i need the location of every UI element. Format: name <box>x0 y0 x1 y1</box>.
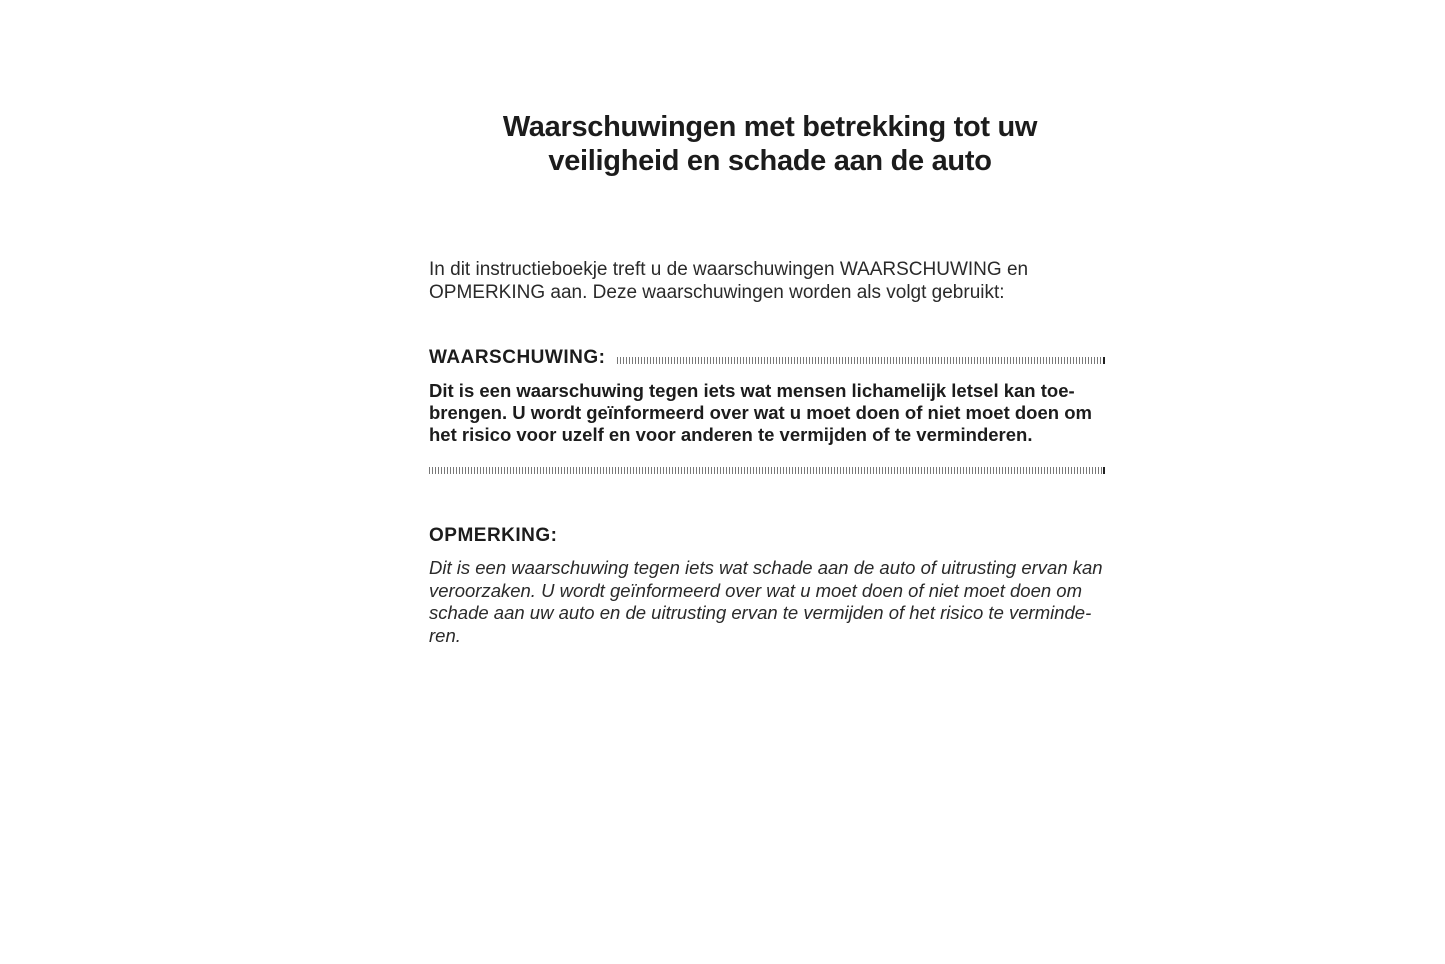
warning-top-divider <box>617 357 1103 364</box>
intro-paragraph <box>429 258 1129 304</box>
note-heading: OPMERKING: <box>429 525 558 546</box>
warning-heading-row <box>429 346 1109 370</box>
warning-top-divider-end <box>1103 357 1105 364</box>
warning-bottom-divider-end <box>1103 467 1105 474</box>
warning-line-2: brengen. U wordt geïnformeerd over wat u moet doen of niet moet doen om <box>429 402 1092 423</box>
warning-bottom-divider <box>429 467 1103 474</box>
note-line-2: veroorzaken. U wordt geïnformeerd over wat u moet doen of niet moet doen om <box>429 579 1082 601</box>
intro-line-1: In dit instructieboekje treft u de waarschuwingen WAARSCHUWING en <box>429 259 1029 280</box>
note-line-3: schade aan uw auto en de uitrusting ervan te vermijden of het risico te verminde- <box>429 602 1092 623</box>
intro-line-2: OPMERKING aan. Deze waarschuwingen worden als volgt gebruikt: <box>429 282 1005 303</box>
warning-bottom-divider-row <box>429 467 1109 474</box>
note-line-1: Dit is een waarschuwing tegen iets wat schade aan de auto of uitrusting ervan kan <box>429 557 1103 578</box>
page-title-line-2: veiligheid en schade aan de auto <box>548 145 992 177</box>
page-title-line-1: Waarschuwingen met betrekking tot uw <box>502 111 1038 143</box>
note-body <box>429 557 1119 647</box>
warning-heading: WAARSCHUWING: <box>429 347 606 368</box>
note-line-4: ren. <box>429 624 461 646</box>
warning-line-3: het risico voor uzelf en voor anderen te vermijden of te verminderen. <box>429 424 1033 445</box>
warning-body <box>429 380 1113 446</box>
page-title <box>420 110 1120 178</box>
warning-line-1: Dit is een waarschuwing tegen iets wat mensen lichamelijk letsel kan toe- <box>429 380 1075 401</box>
